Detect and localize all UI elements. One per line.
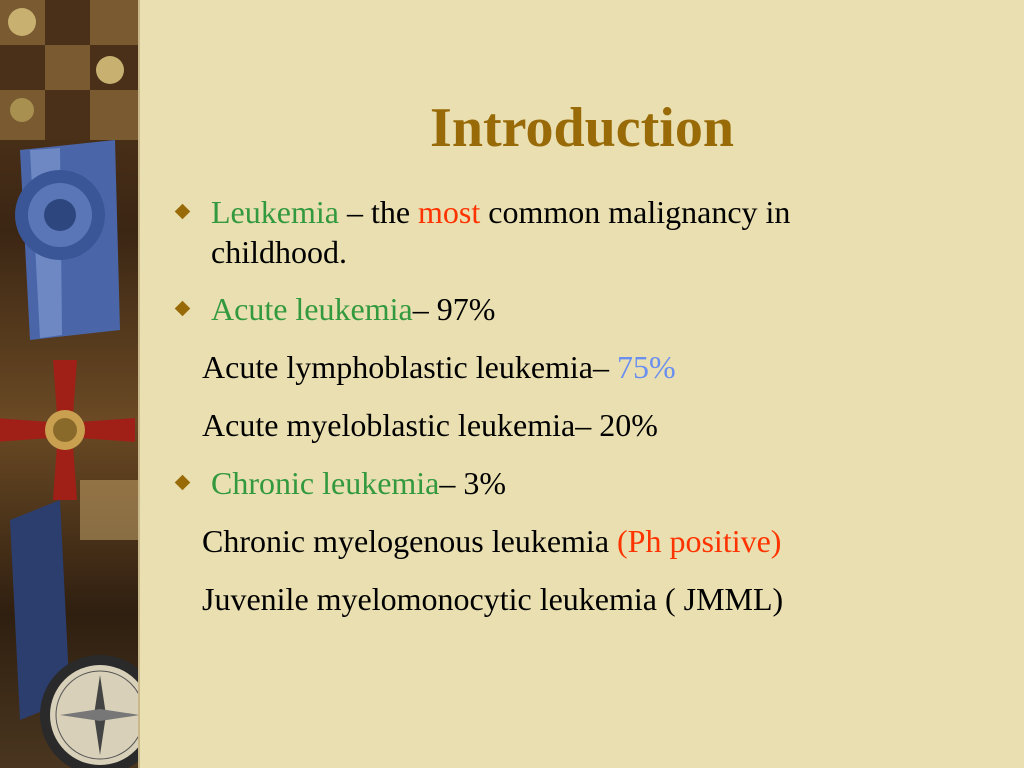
bullet-item-leukemia bbox=[175, 192, 975, 232]
item-text: Acute myeloblastic leukemia– 20% bbox=[202, 407, 658, 443]
slide-title: Introduction bbox=[430, 97, 734, 159]
item-text: – 3% bbox=[439, 465, 507, 501]
diamond-bullet-icon bbox=[175, 301, 191, 317]
item-text: Juvenile myelomonocytic leukemia ( JMML) bbox=[202, 581, 784, 617]
sub-item-cml bbox=[175, 521, 975, 561]
sub-item-aml bbox=[175, 405, 975, 445]
highlight-term: Leukemia bbox=[211, 194, 339, 230]
item-text: – the bbox=[338, 194, 419, 230]
item-text: common malignancy in bbox=[480, 194, 791, 230]
note-highlight: (Ph positive) bbox=[617, 523, 782, 559]
decorative-sidebar-image bbox=[0, 0, 138, 768]
sub-item-all bbox=[175, 347, 975, 387]
bullet-item-chronic bbox=[175, 463, 975, 503]
emphasis-term: most bbox=[418, 194, 481, 230]
item-text: – 97% bbox=[412, 291, 496, 327]
item-text: Chronic myelogenous leukemia bbox=[202, 523, 618, 559]
highlight-term: Acute leukemia bbox=[211, 291, 413, 327]
highlight-term: Chronic leukemia bbox=[211, 465, 440, 501]
bullet-item-continuation bbox=[175, 232, 975, 272]
slide-content bbox=[175, 192, 975, 619]
diamond-bullet-icon bbox=[175, 204, 191, 220]
medal-decoration-icon bbox=[0, 0, 138, 768]
bullet-item-acute bbox=[175, 289, 975, 329]
diamond-bullet-icon bbox=[175, 475, 191, 491]
sub-item-jmml bbox=[175, 579, 975, 619]
item-text: Acute lymphoblastic leukemia– bbox=[202, 349, 617, 385]
value-highlight: 75% bbox=[617, 349, 676, 385]
item-text: childhood. bbox=[211, 234, 347, 270]
